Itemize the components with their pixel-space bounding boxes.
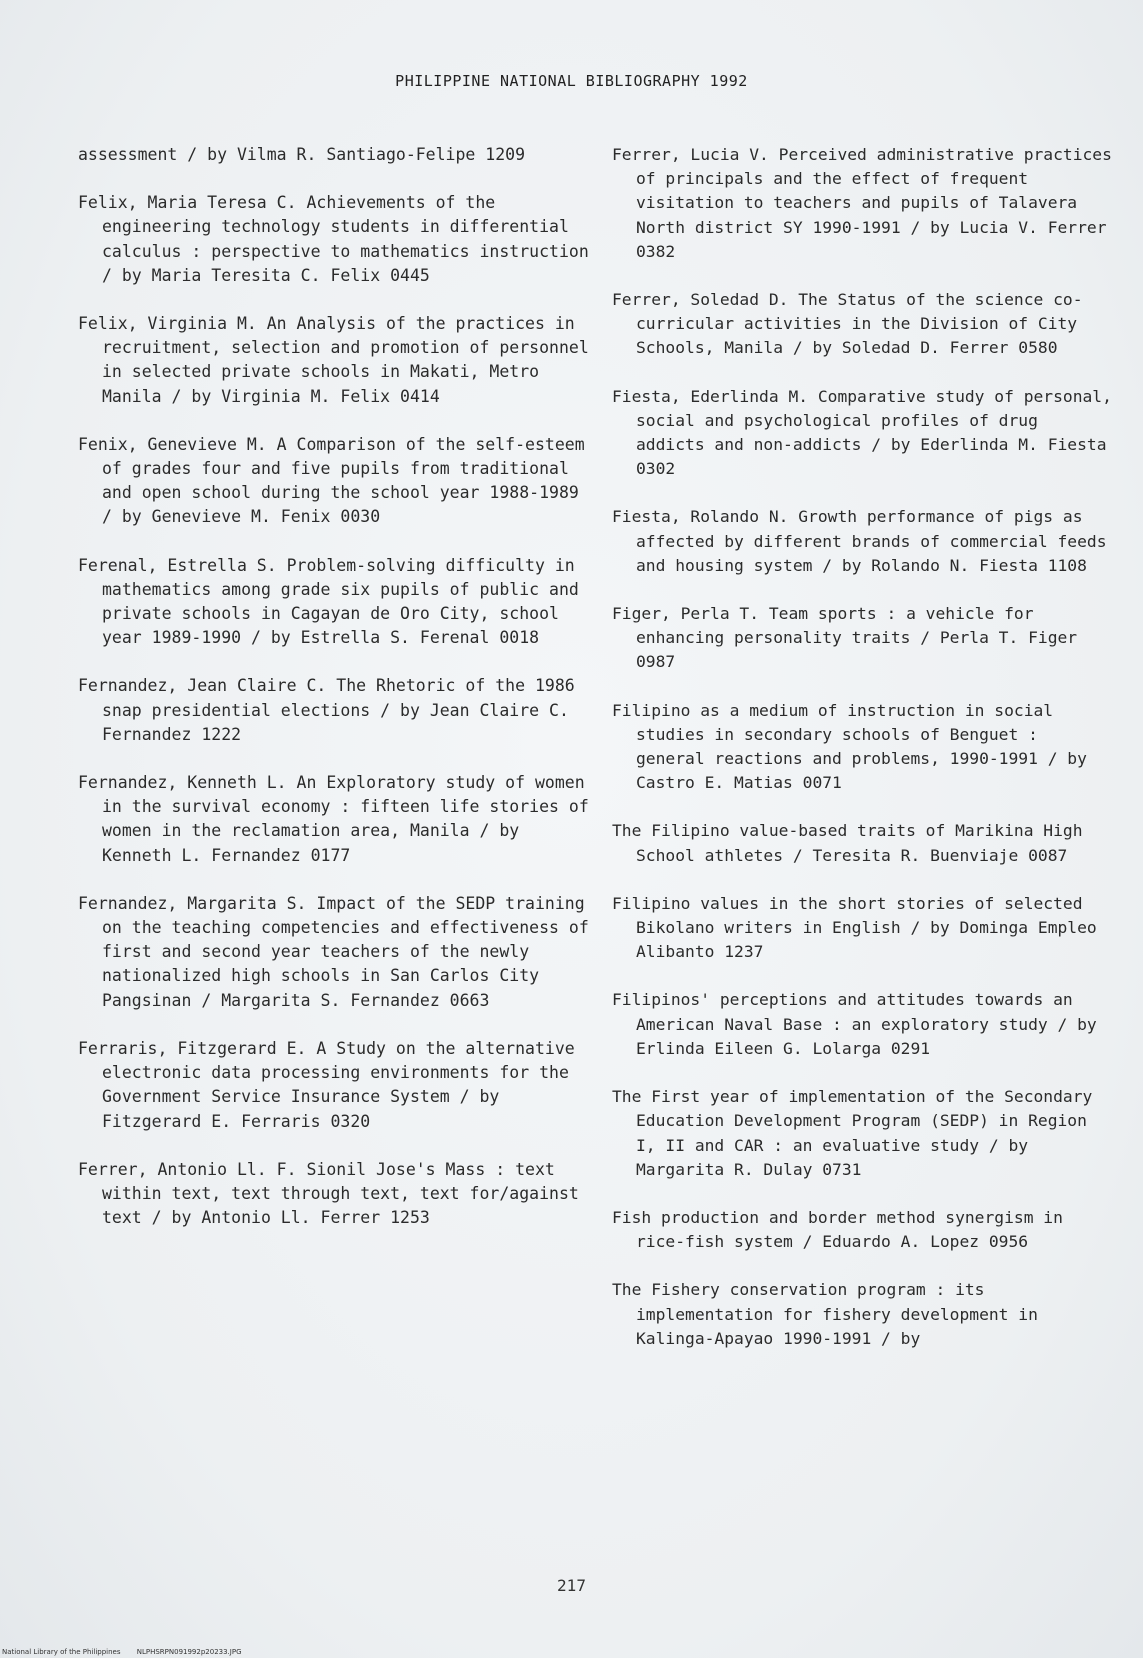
footer-library: National Library of the Philippines [2,1648,121,1656]
bibliography-entry: Felix, Maria Teresa C. Achievements of the engineering technology students in differential calculus : perspective to mathematics instruction / by Maria Teresita C. Felix 0445 [78,193,589,285]
bibliography-entry: Filipino values in the short stories of selected Bikolano writers in English / by Dominga Empleo Alibanto 1237 [612,893,1097,962]
bibliography-entry: Ferraris, Fitzgerard E. A Study on the alternative electronic data processing environments for the Government Service Insurance System / by Fitzgerard E. Ferraris 0320 [78,1038,575,1131]
bibliography-entry: Felix, Virginia M. An Analysis of the practices in recruitment, selection and promotion of personnel in selected private schools in Makati, Metro Manila / by Virginia M. Felix 0414 [78,314,589,406]
bibliography-entry: Ferrer, Antonio Ll. F. Sionil Jose's Mass : text within text, text through text, text for/against text / by Antonio Ll. Ferrer 1253 [78,1159,579,1228]
bibliography-entry: Ferrer, Soledad D. The Status of the science co-curricular activities in the Division of City Schools, Manila / by Soledad D. Ferrer 0580 [612,290,1083,358]
bibliography-entry: Filipinos' perceptions and attitudes towards an American Naval Base : an exploratory study / by Erlinda Eileen G. Lolarga 0291 [612,990,1097,1058]
left-column [78,143,598,1254]
bibliography-entry: The Filipino value-based traits of Marikina High School athletes / Teresita R. Buenviaje 0087 [612,821,1083,865]
right-column [612,143,1112,1375]
bibliography-entry: The Fishery conservation program : its implementation for fishery development in Kalinga-Apayao 1990-1991 / by [612,1280,1038,1348]
bibliography-entry: assessment / by Vilma R. Santiago-Felipe 1209 [78,145,526,164]
bibliography-entry: Fernandez, Kenneth L. An Exploratory study of women in the survival economy : fifteen life stories of women in the reclamation area, Manila / by Kenneth L. Fernandez 0177 [78,773,589,865]
bibliography-entry: Fiesta, Ederlinda M. Comparative study of personal, social and psychological profiles of drug addicts and non-addicts / by Ederlinda M. Fiesta 0302 [612,386,1112,479]
bibliography-entry: Fernandez, Margarita S. Impact of the SEDP training on the teaching competencies and effectiveness of first and second year teachers of the newly nationalized high schools in San Carlos City Pangsinan / Margarita S. Fernandez 0663 [78,893,589,1010]
running-head: PHILIPPINE NATIONAL BIBLIOGRAPHY 1992 [395,72,748,90]
bibliography-entry: Fernandez, Jean Claire C. The Rhetoric of the 1986 snap presidential elections / by Jean Claire C. Fernandez 1222 [78,676,575,744]
scan-footer [2,1648,256,1656]
bibliography-entry: Figer, Perla T. Team sports : a vehicle for enhancing personality traits / Perla T. Figer 0987 [612,604,1078,672]
bibliography-entry: Ferrer, Lucia V. Perceived administrative practices of principals and the effect of frequent visitation to teachers and pupils of Talavera North district SY 1990-1991 / by Lucia V. Ferrer 0382 [612,145,1112,261]
page-number: 217 [557,1576,586,1595]
bibliography-entry: Filipino as a medium of instruction in social studies in secondary schools of Benguet : general reactions and problems, 1990-1991 / by Castro E. Matias 0071 [612,700,1087,793]
bibliography-entry: The First year of implementation of the Secondary Education Development Program (SEDP) in Region I, II and CAR : an evaluative study / by Margarita R. Dulay 0731 [612,1087,1093,1179]
footer-filename: NLPHSRPN091992p20233.JPG [136,1648,242,1656]
bibliography-entry: Fenix, Genevieve M. A Comparison of the self-esteem of grades four and five pupils from traditional and open school during the school year 1988-1989 / by Genevieve M. Fenix 0030 [78,434,585,527]
bibliography-entry: Fish production and border method synergism in rice-fish system / Eduardo A. Lopez 0956 [612,1207,1063,1252]
bibliography-entry: Fiesta, Rolando N. Growth performance of pigs as affected by different brands of commercial feeds and housing system / by Rolando N. Fiesta 1108 [612,507,1107,575]
bibliography-entry: Ferenal, Estrella S. Problem-solving difficulty in mathematics among grade six pupils of public and private schools in Cagayan de Oro City, school year 1989-1990 / by Estrella S. Ferenal 0018 [78,555,579,648]
